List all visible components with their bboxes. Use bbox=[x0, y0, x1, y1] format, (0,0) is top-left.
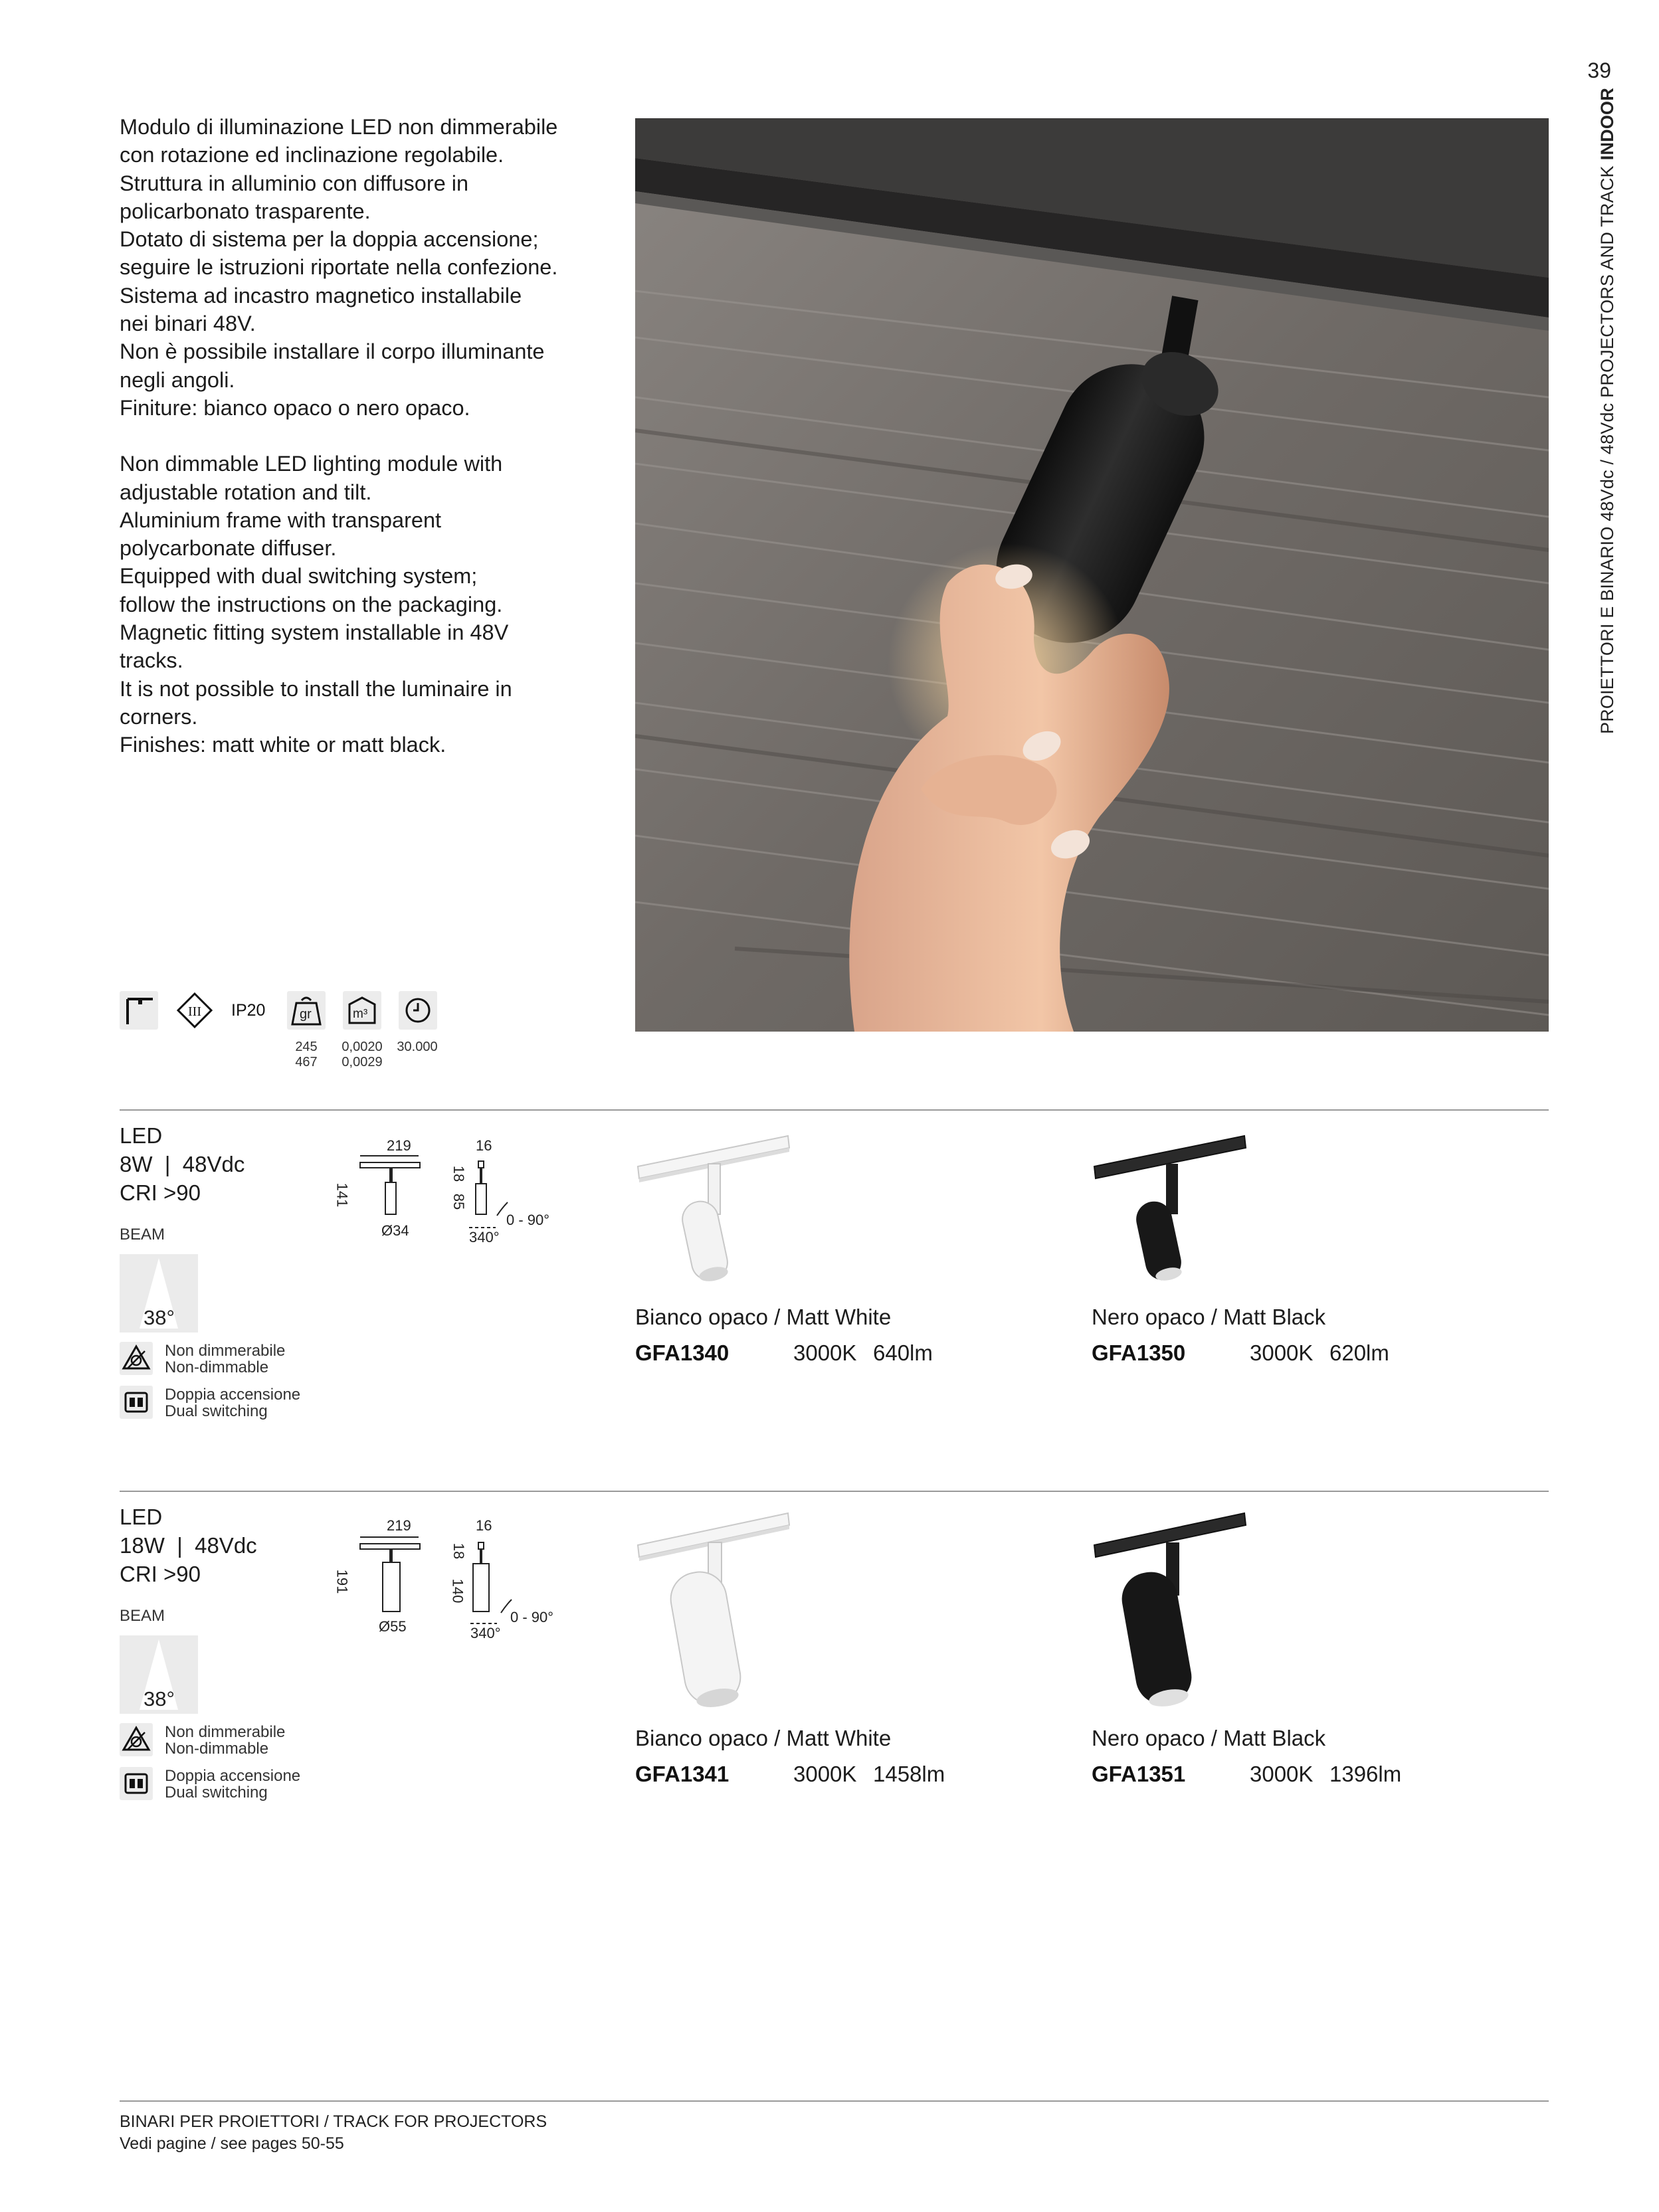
dim-body: 140 bbox=[449, 1578, 466, 1604]
dual-switching-graphic bbox=[120, 1386, 153, 1419]
feature-en: Non-dimmable bbox=[165, 1740, 269, 1758]
desc-it-line: Non è possibile installare il corpo illuminante bbox=[120, 339, 545, 364]
feature-en: Dual switching bbox=[165, 1784, 268, 1801]
desc-en-line: Aluminium frame with transparent bbox=[120, 507, 442, 532]
desc-en-line: tracks. bbox=[120, 648, 183, 673]
page-number: 39 bbox=[1587, 58, 1611, 82]
section-divider bbox=[120, 1109, 1549, 1111]
product-photo bbox=[635, 118, 1549, 1032]
desc-it-line: Struttura in alluminio con diffusore in bbox=[120, 171, 469, 195]
feature-it: Doppia accensione bbox=[165, 1386, 301, 1404]
desc-en-line: Magnetic fitting system installable in 48V bbox=[120, 620, 509, 645]
product-image-black-8w bbox=[1092, 1129, 1264, 1289]
desc-en-line: corners. bbox=[120, 704, 198, 729]
desc-en-line: polycarbonate diffuser. bbox=[120, 536, 337, 561]
non-dimmable-text bbox=[165, 1342, 285, 1376]
color-temperature: 3000K bbox=[1250, 1762, 1314, 1786]
desc-en-line: Finishes: matt white or matt black. bbox=[120, 733, 446, 757]
ip-rating: IP20 bbox=[231, 1001, 266, 1020]
dim-neck: 18 bbox=[450, 1542, 468, 1560]
dim-width: 219 bbox=[387, 1137, 411, 1154]
dual-switching-text bbox=[165, 1768, 300, 1801]
desc-en-line: adjustable rotation and tilt. bbox=[120, 480, 372, 504]
non-dimmable-text bbox=[165, 1724, 285, 1757]
footer-divider bbox=[120, 2100, 1549, 2102]
desc-it-line: Dotato di sistema per la doppia accensione; bbox=[120, 227, 539, 252]
volume-icon bbox=[343, 991, 381, 1030]
product-image-white-8w bbox=[635, 1129, 808, 1289]
product-code: GFA1351 bbox=[1092, 1762, 1186, 1786]
color-temperature: 3000K bbox=[793, 1340, 857, 1365]
track-icon bbox=[120, 991, 158, 1030]
class-iii-graphic bbox=[175, 991, 214, 1030]
finish-label: Bianco opaco / Matt White bbox=[635, 1305, 892, 1329]
non-dimmable-graphic bbox=[120, 1342, 153, 1375]
dim-height: 141 bbox=[334, 1182, 351, 1208]
non-dimmable-icon bbox=[120, 1723, 153, 1756]
finish-label: Bianco opaco / Matt White bbox=[635, 1726, 892, 1750]
power-label: 8W | 48Vdc bbox=[120, 1152, 245, 1176]
beam-angle-value: 38° bbox=[144, 1306, 175, 1329]
section-divider bbox=[120, 1491, 1549, 1492]
photo-illustration bbox=[635, 118, 1549, 1032]
weight-values bbox=[287, 1040, 326, 1070]
product-code: GFA1350 bbox=[1092, 1340, 1186, 1365]
dual-switching-icon bbox=[120, 1767, 153, 1800]
svg-text:III: III bbox=[188, 1004, 201, 1019]
white-spotlight-graphic bbox=[635, 1129, 808, 1289]
desc-it-line: Modulo di illuminazione LED non dimmerabile bbox=[120, 115, 558, 139]
weight-icon-label: gr bbox=[300, 1007, 312, 1022]
volume-values bbox=[336, 1040, 388, 1070]
dim-diameter: Ø55 bbox=[379, 1618, 407, 1635]
feature-it: Non dimmerabile bbox=[165, 1723, 286, 1741]
desc-en-line: follow the instructions on the packaging. bbox=[120, 592, 503, 616]
lifetime-value: 30.000 bbox=[397, 1040, 438, 1054]
desc-it-line: con rotazione ed inclinazione regolabile. bbox=[120, 143, 504, 167]
dim-tilt: 0 - 90° bbox=[510, 1609, 554, 1625]
dim-neck: 18 bbox=[450, 1165, 468, 1182]
beam-label: BEAM bbox=[120, 1607, 165, 1625]
dimension-lines bbox=[331, 1129, 570, 1249]
dual-switching-graphic bbox=[120, 1767, 153, 1800]
clock-icon-graphic bbox=[399, 991, 437, 1030]
led-label: LED bbox=[120, 1123, 163, 1148]
side-header bbox=[1597, 88, 1618, 734]
feature-it: Doppia accensione bbox=[165, 1767, 301, 1785]
desc-it-line: Sistema ad incastro magnetico installabile bbox=[120, 283, 522, 308]
finish-label: Nero opaco / Matt Black bbox=[1092, 1726, 1326, 1750]
black-spotlight-graphic bbox=[1092, 1129, 1264, 1289]
section-1-specs bbox=[120, 1121, 244, 1207]
non-dimmable-icon bbox=[120, 1342, 153, 1375]
desc-it-line: negli angoli. bbox=[120, 367, 235, 392]
feature-en: Dual switching bbox=[165, 1402, 268, 1420]
weight-icon bbox=[287, 991, 326, 1030]
led-label: LED bbox=[120, 1505, 163, 1529]
footer-pages-link[interactable]: Vedi pagine / see pages 50-55 bbox=[120, 2134, 344, 2153]
volume-value: 0,0020 bbox=[342, 1040, 383, 1054]
luminous-flux: 1458lm bbox=[873, 1762, 945, 1786]
cri-label: CRI >90 bbox=[120, 1562, 201, 1586]
dim-diameter: Ø34 bbox=[381, 1222, 409, 1239]
dual-switching-icon bbox=[120, 1386, 153, 1419]
side-header-bold: INDOOR bbox=[1597, 88, 1617, 161]
dim-rotation: 340° bbox=[470, 1625, 501, 1641]
feature-it: Non dimmerabile bbox=[165, 1342, 286, 1360]
dim-head: 16 bbox=[476, 1137, 492, 1154]
color-temperature: 3000K bbox=[793, 1762, 857, 1786]
track-icon-graphic bbox=[120, 991, 158, 1030]
product-image-black-18w bbox=[1092, 1505, 1264, 1718]
product-image-white-18w bbox=[635, 1505, 808, 1718]
desc-it-line: Finiture: bianco opaco o nero opaco. bbox=[120, 395, 470, 420]
dim-tilt: 0 - 90° bbox=[506, 1212, 550, 1228]
product-description bbox=[120, 113, 585, 759]
desc-it-line: seguire le istruzioni riportate nella confezione. bbox=[120, 255, 558, 280]
product-code: GFA1340 bbox=[635, 1340, 730, 1365]
desc-it-line: policarbonato trasparente. bbox=[120, 199, 371, 223]
volume-value: 0,0029 bbox=[342, 1055, 383, 1069]
dimension-drawing-18w bbox=[331, 1511, 570, 1643]
finish-label: Nero opaco / Matt Black bbox=[1092, 1305, 1326, 1329]
desc-en-line: Non dimmable LED lighting module with bbox=[120, 452, 503, 476]
desc-en-line: Equipped with dual switching system; bbox=[120, 564, 478, 589]
clock-icon bbox=[399, 991, 437, 1030]
black-spotlight-graphic bbox=[1092, 1505, 1264, 1718]
dim-rotation: 340° bbox=[469, 1229, 500, 1245]
side-header-text: PROIETTORI E BINARIO 48Vdc / 48Vdc PROJECTORS AND TRACK bbox=[1597, 165, 1617, 734]
white-spotlight-graphic bbox=[635, 1505, 808, 1718]
dimension-drawing-8w bbox=[331, 1129, 570, 1249]
desc-en-line: It is not possible to install the luminaire in bbox=[120, 676, 512, 701]
dim-head: 16 bbox=[476, 1517, 492, 1534]
weight-value: 467 bbox=[295, 1055, 318, 1069]
feature-en: Non-dimmable bbox=[165, 1358, 269, 1376]
dim-body: 85 bbox=[450, 1193, 468, 1210]
desc-it-line: nei binari 48V. bbox=[120, 312, 256, 336]
beam-label: BEAM bbox=[120, 1226, 165, 1244]
beam-angle-value: 38° bbox=[144, 1687, 175, 1710]
cri-label: CRI >90 bbox=[120, 1180, 201, 1205]
luminous-flux: 640lm bbox=[873, 1340, 933, 1365]
color-temperature: 3000K bbox=[1250, 1340, 1314, 1365]
footer-title: BINARI PER PROIETTORI / TRACK FOR PROJECTORS bbox=[120, 2112, 547, 2131]
power-label: 18W | 48Vdc bbox=[120, 1533, 257, 1558]
section-2-specs bbox=[120, 1503, 257, 1588]
dim-height: 191 bbox=[334, 1569, 351, 1594]
non-dimmable-graphic bbox=[120, 1723, 153, 1756]
dim-width: 219 bbox=[387, 1517, 411, 1534]
class-iii-icon bbox=[175, 991, 214, 1030]
luminous-flux: 620lm bbox=[1329, 1340, 1389, 1365]
luminous-flux: 1396lm bbox=[1329, 1762, 1402, 1786]
weight-value: 245 bbox=[295, 1040, 318, 1054]
volume-icon-label: m³ bbox=[353, 1007, 368, 1021]
product-code: GFA1341 bbox=[635, 1762, 730, 1786]
dual-switching-text bbox=[165, 1386, 300, 1420]
